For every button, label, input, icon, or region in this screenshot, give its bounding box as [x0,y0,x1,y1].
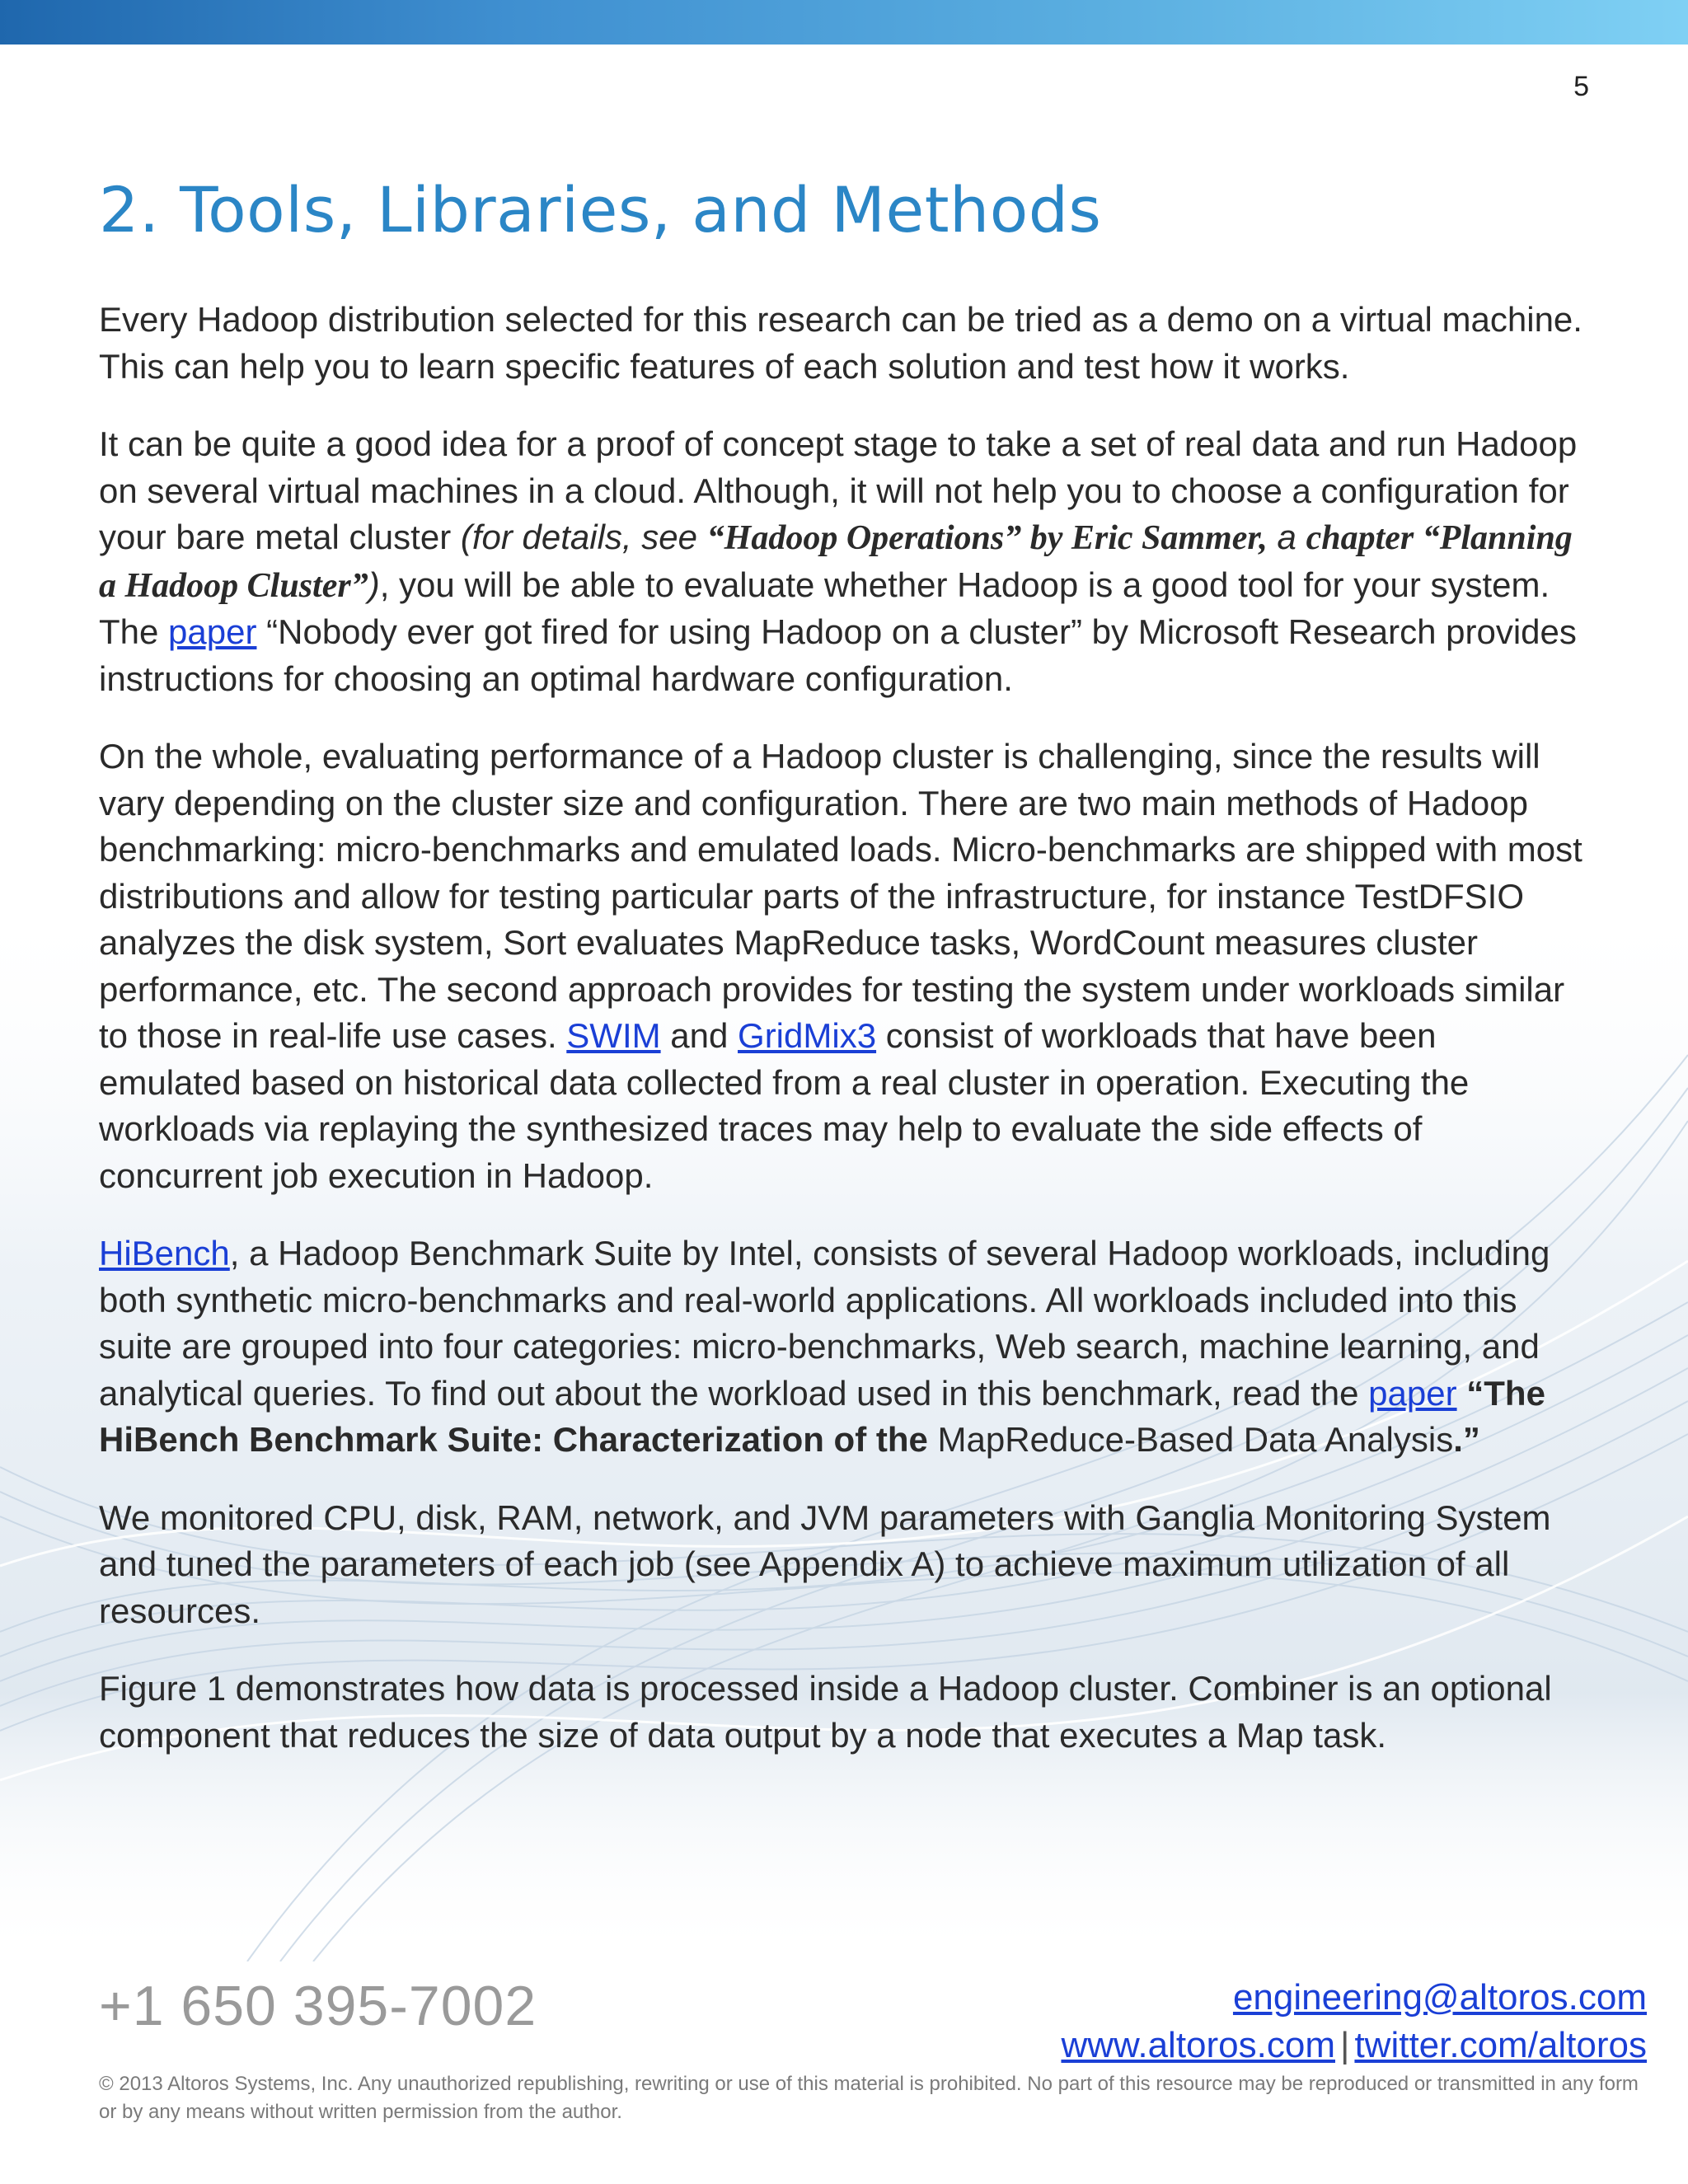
text-span: consist of workloads that have been emulated based on historical data collected from a real cluster in operation. Executing the workloads via replaying the synthesized traces may help to evaluate the side effects of concurrent job execution in Hadoop. [99,1016,1470,1195]
paper-link[interactable]: paper [168,612,257,651]
paragraph-proof-of-concept [99,421,1582,702]
chapter-reference: chapter “Planning a Hadoop Cluster” [99,519,1573,605]
text-span: , you will be able to evaluate whether Hadoop is a good tool for your system. The [99,565,1550,651]
twitter-link[interactable]: twitter.com/altoros [1354,2025,1647,2065]
text-span: MapReduce-Based Data Analysis [927,1420,1454,1459]
paragraph-benchmarking-methods [99,733,1582,1199]
paper-title-end: .” [1453,1420,1480,1459]
body-text [99,297,1582,1790]
text-span: , a Hadoop Benchmark Suite by Intel, consists of several Hadoop workloads, including both synthetic micro-benchmarks and real-world applications. All workloads included into this suite are grouped into four categories: micro-benchmarks, Web search, machine learning, and analytical queries. To find out about the workload used in this benchmark, read the [99,1234,1550,1413]
italic-note: a [1277,518,1296,556]
paragraph-figure-intro: Figure 1 demonstrates how data is processed inside a Hadoop cluster. Combiner is an optional component that reduces the size of data output by a node that executes a Map task. [99,1669,1552,1755]
website-link[interactable]: www.altoros.com [1061,2025,1335,2065]
swim-link[interactable]: SWIM [566,1016,661,1055]
contact-links [1061,1974,1647,2069]
paragraph-demo-vm: Every Hadoop distribution selected for this research can be tried as a demo on a virtual machine. This can help you to learn specific features of each solution and test how it works. [99,300,1582,386]
gridmix3-link[interactable]: GridMix3 [738,1016,877,1055]
hibench-link[interactable]: HiBench [99,1234,230,1272]
phone-number: +1 650 395-7002 [99,1975,537,2037]
paragraph-monitoring: We monitored CPU, disk, RAM, network, and JVM parameters with Ganglia Monitoring System and tuned the parameters of each job (see Appendix A) to achieve maximum utilization of all resources. [99,1497,1551,1630]
text-span [1457,1374,1467,1413]
section-heading: 2. Tools, Libraries, and Methods [99,173,1102,246]
book-reference: “Hadoop Operations” by Eric Sammer, [706,519,1268,557]
paper-title: “The HiBench Benchmark Suite: Characterization of the [99,1373,1545,1459]
text-span: On the whole, evaluating performance of a Hadoop cluster is challenging, since the results will vary depending on the cluster size and configuration. There are two main methods of Hadoop benchmarking: micro-benchmarks and emulated loads. Micro-benchmarks are shipped with most distributions and allow for testing particular parts of the infrastructure, for instance TestDFSIO analyzes the disk system, Sort evaluates MapReduce tasks, WordCount measures cluster performance, etc. The second approach provides for testing the system under workloads similar to those in real-life use cases. [99,737,1582,1055]
text-span: “Nobody ever got fired for using Hadoop on a cluster” by Microsoft Research provides instructions for choosing an optimal hardware configuration. [99,612,1577,698]
copyright-notice: © 2013 Altoros Systems, Inc. Any unauthorized republishing, rewriting or use of this material is prohibited. No part of this resource may be reproduced or transmitted in any form or by any means without written permission from the author. [99,2073,1639,2123]
italic-note: (for details, see [460,518,697,556]
paragraph-hibench [99,1230,1582,1464]
link-separator: | [1340,2025,1350,2065]
top-color-band [0,0,1688,45]
hibench-paper-link[interactable]: paper [1368,1373,1457,1413]
page-number: 5 [1573,71,1589,102]
text-span: It can be quite a good idea for a proof of concept stage to take a set of real data and run Hadoop on several virtual machines in a cloud. Although, it will not help you to choose a configuration for your bare metal cluster [99,424,1578,556]
text-span: and [660,1016,738,1055]
italic-note: ) [368,565,380,604]
email-link[interactable]: engineering@altoros.com [1232,1977,1647,2018]
